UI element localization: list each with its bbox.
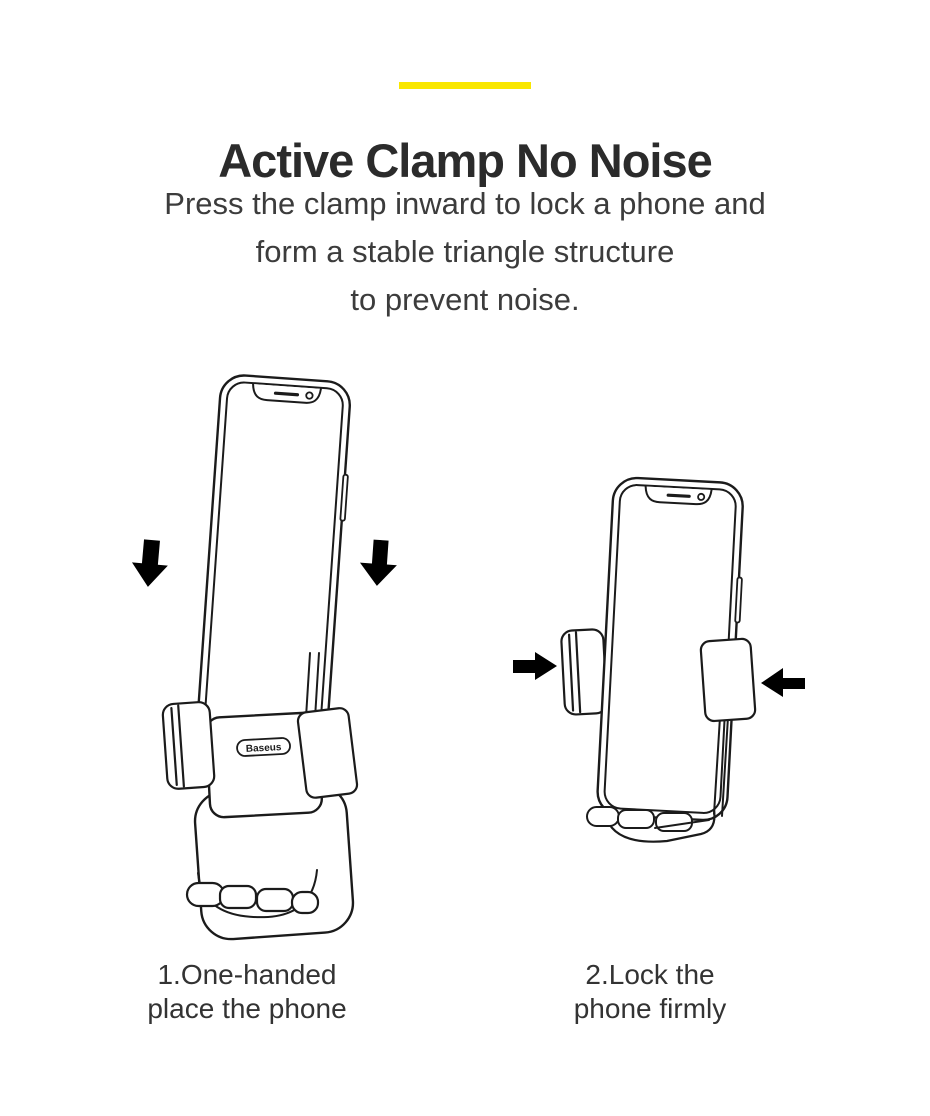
speaker-slit [668,495,689,496]
step1-caption-line-1: 1.One-handed [157,959,337,990]
subtitle-line-2: form a stable triangle structure [255,234,675,269]
left-clamp-pad [561,629,607,715]
step2-caption-line-2: phone firmly [573,993,727,1024]
camera-dot [306,392,313,399]
arrow-down-icon [130,539,170,589]
step1-caption [97,958,397,1026]
accent-divider [399,82,531,89]
brand-label: Baseus [245,742,282,755]
arrow-left-icon [761,668,805,697]
page-subtitle [0,180,930,324]
step1-caption-line-2: place the phone [147,993,347,1024]
right-clamp-pad [700,638,755,721]
subtitle-line-3: to prevent noise. [350,282,580,317]
step2-caption-line-1: 2.Lock the [585,959,715,990]
step1-illustration [108,358,430,948]
arrow-down-icon [358,539,398,587]
right-clamp-arm [297,707,358,799]
subtitle-line-1: Press the clamp inward to lock a phone and [164,186,766,221]
phone-outline [196,374,354,748]
speaker-slit [275,393,297,395]
left-clamp-arm [162,701,215,789]
page-title: Active Clamp No Noise [218,134,712,188]
camera-dot [698,494,705,501]
step2-caption [500,958,800,1026]
step2-illustration [505,462,817,864]
arrow-right-icon [513,652,557,680]
